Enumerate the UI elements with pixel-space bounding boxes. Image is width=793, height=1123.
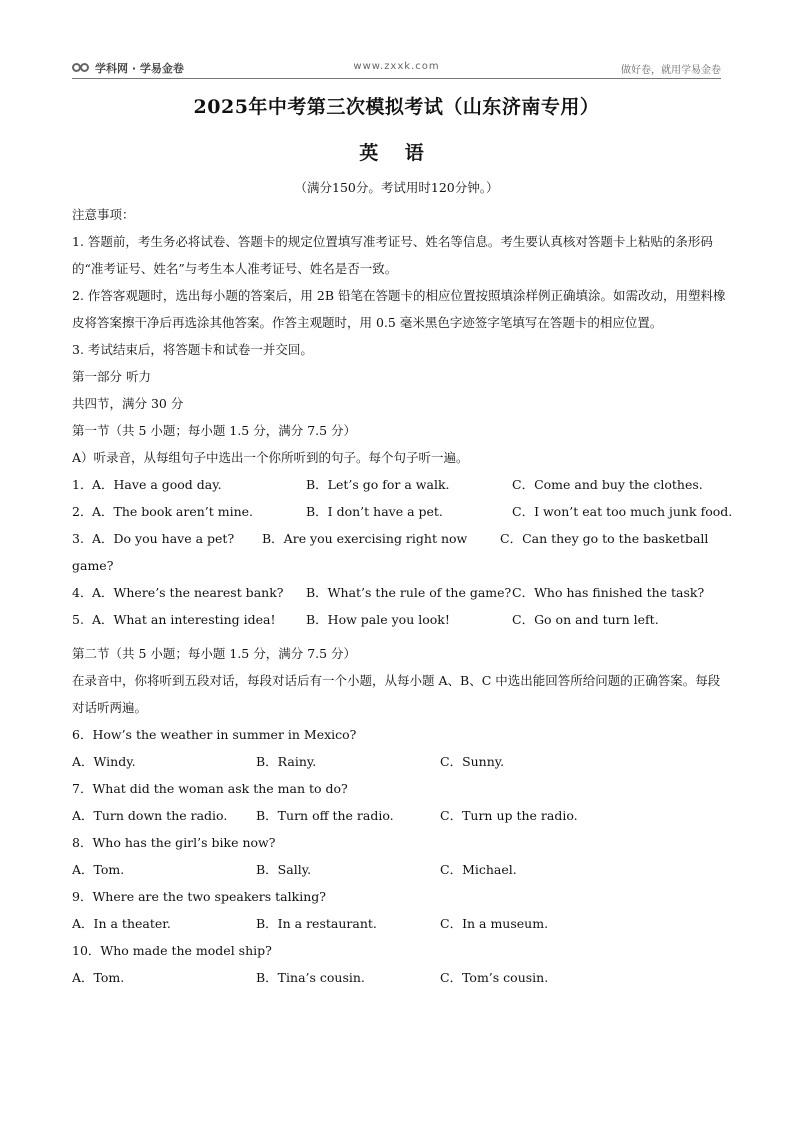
question-2 [72,498,733,525]
question-7-text: 7．What did the woman ask the man to do? [72,781,348,796]
option-a: A．Do you have a pet? [92,531,235,546]
question-7-options [72,802,726,829]
question-number: 2． [72,504,93,519]
option-a: A．Have a good day. [92,477,222,492]
part1-summary: 共四节，满分 30 分 [72,396,184,411]
option-c: C．Michael. [440,862,517,877]
question-1 [72,471,726,498]
question-6-text: 6．How’s the weather in summer in Mexico? [72,727,357,742]
question-3-wrap: game? [72,558,114,573]
section2-instruction: 在录音中，你将听到五段对话，每段对话后有一个小题，从每小题 A、B、C 中选出能回答所给问题的正确答案。每段对话听两遍。 [72,673,721,715]
option-b: B．In a restaurant. [256,916,377,931]
option-a: A．Turn down the radio. [72,808,228,823]
option-c: C．Go on and turn left. [512,612,659,627]
option-c: C．Come and buy the clothes. [512,477,703,492]
header-divider [72,78,721,79]
notice-item-1: 1. 答题前，考生务必将试卷、答题卡的规定位置填写准考证号、姓名等信息。考生要认真核对答题卡上粘贴的条形码的“准考证号、姓名”与考生本人准考证号、姓名是否一致。 [72,234,713,276]
exam-subject: 英 语 [359,142,434,164]
header-url: www.zxxk.com [353,61,440,72]
question-9-text: 9．Where are the two speakers talking? [72,889,326,904]
option-c: C．Who has finished the task? [512,585,705,600]
option-a: A．Windy. [72,754,136,769]
option-a: A．In a theater. [72,916,171,931]
option-a: A．What an interesting idea! [92,612,276,627]
option-a: A．Tom. [72,970,125,985]
option-b: B．How pale you look! [306,612,450,627]
option-b: B．Let’s go for a walk. [306,477,450,492]
logo-text: 学科网 · 学易金卷 [95,62,184,75]
option-a: A．Where’s the nearest bank? [92,585,284,600]
question-6-options [72,748,726,775]
option-b: B．What’s the rule of the game? [306,585,512,600]
option-b: B．Are you exercising right now [262,531,468,546]
option-c: C．Sunny. [440,754,505,769]
exam-title: 2025年中考第三次模拟考试（山东济南专用） [193,96,600,118]
page-header [72,58,721,78]
option-a: A．Tom. [72,862,125,877]
option-c: C．I won’t eat too much junk food. [512,504,733,519]
question-4 [72,579,726,606]
option-c: C．Tom’s cousin. [440,970,549,985]
question-number: 1． [72,477,93,492]
option-c: C．Turn up the radio. [440,808,578,823]
option-b: B．I don’t have a pet. [306,504,443,519]
question-8-options [72,856,726,883]
question-8-text: 8．Who has the girl’s bike now? [72,835,276,850]
option-c: C．In a museum. [440,916,549,931]
question-5 [72,606,726,633]
option-c: C．Can they go to the basketball [500,531,709,546]
option-b: B．Tina’s cousin. [256,970,365,985]
question-number: 3. [72,531,84,546]
option-b: B．Turn off the radio. [256,808,394,823]
question-9-options [72,910,726,937]
part1-heading: 第一部分 听力 [72,369,151,384]
question-10-text: 10．Who made the model ship? [72,943,272,958]
section2-heading: 第二节（共 5 小题；每小题 1.5 分，满分 7.5 分） [72,646,357,661]
score-note: （满分150分。考试用时120分钟。） [294,180,499,195]
question-3 [72,525,726,552]
notice-item-3: 3. 考试结束后，将答题卡和试卷一并交回。 [72,342,313,357]
option-b: B．Rainy. [256,754,317,769]
option-a: A．The book aren’t mine. [92,504,254,519]
section1-instruction: A）听录音，从每组句子中选出一个你所听到的句子。每个句子听一遍。 [72,450,469,465]
question-number: 4． [72,585,93,600]
question-number: 5. [72,612,84,627]
section1-heading: 第一节（共 5 小题；每小题 1.5 分，满分 7.5 分） [72,423,357,438]
notice-heading: 注意事项： [72,207,135,222]
question-10-options [72,964,726,991]
option-b: B．Sally. [256,862,312,877]
header-slogan: 做好卷，就用学易金卷 [621,65,721,76]
notice-item-2: 2. 作答客观题时，选出每小题的答案后，用 2B 铅笔在答题卡的相应位置按照填涂样例正确填涂。如需改动，用塑料橡皮将答案擦干净后再选涂其他答案。作答主观题时，用 0.5 毫米黑色字迹签字笔填写在答题卡的相应位置。 [72,288,726,330]
exam-body [72,201,733,991]
